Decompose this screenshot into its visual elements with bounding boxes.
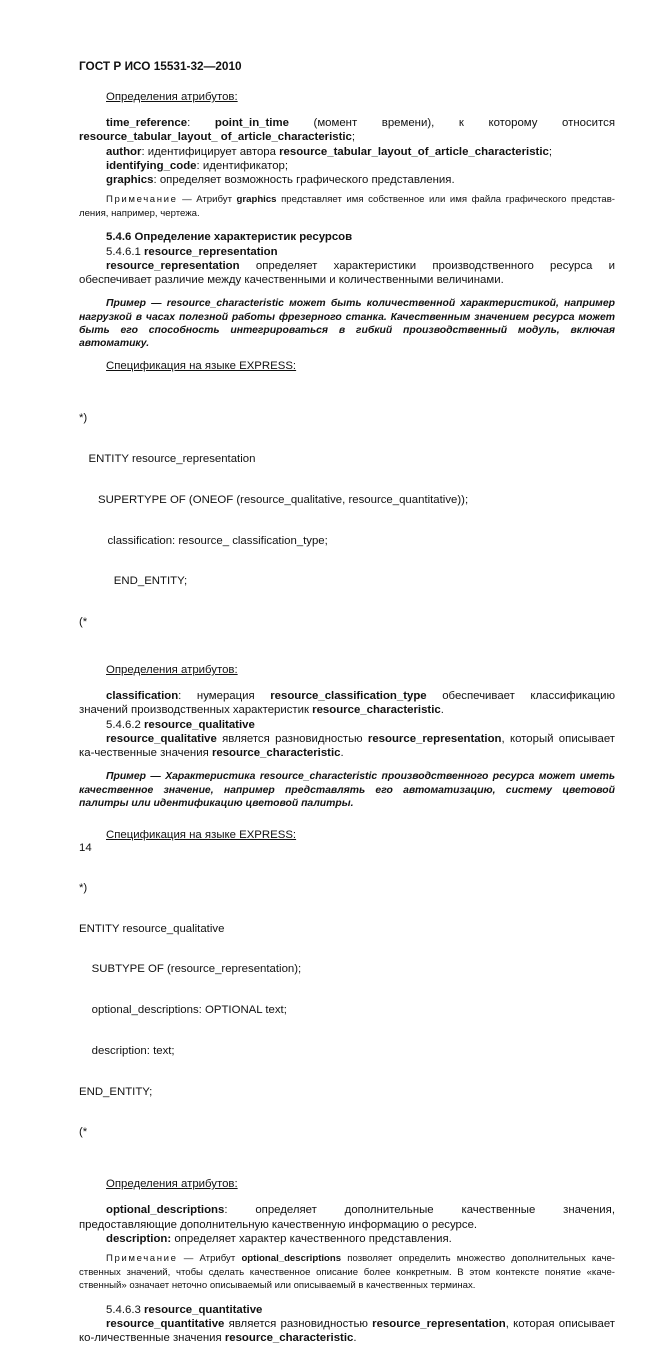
page-number: 14 <box>79 842 92 854</box>
code-line: description: text; <box>79 1044 175 1057</box>
section-5-4-6-1-title: 5.4.6.1 resource_representation <box>106 245 278 258</box>
section-5-4-6-title: 5.4.6 Определение характеристик ресурсов <box>106 231 353 244</box>
paragraph-classification: classification: нумерация resource_classification_type обеспечивает классификацию значений производственных характеристик resource_characteristic. <box>79 690 615 717</box>
code-line: END_ENTITY; <box>79 1085 153 1098</box>
express-spec-heading: Спецификация на языке EXPRESS: <box>106 829 297 842</box>
express-code-resource-representation <box>79 385 615 657</box>
code-line: END_ENTITY; <box>79 575 188 588</box>
paragraph-optional-descriptions: optional_descriptions: определяет дополнительные качественные значения, предоставляющие дополнительную качественную информацию о ресурсе. <box>79 1204 615 1231</box>
paragraph-resource-quantitative: resource_quantitative является разновидностью resource_representation, которая описывает ко-личественные значения resource_characteristic. <box>79 1318 615 1345</box>
code-line: (* <box>79 1126 88 1139</box>
paragraph-resource-representation: resource_representation определяет характеристики производственного ресурса и обеспечивает различие между качественными и количественными величинами. <box>79 259 615 287</box>
paragraph-description: description: определяет характер качественного представления. <box>106 1232 452 1245</box>
page-header-standard-id: ГОСТ Р ИСО 15531-32—2010 <box>79 59 242 73</box>
page-body <box>79 90 615 1345</box>
code-line: (* <box>79 616 88 629</box>
code-line: *) <box>79 881 88 894</box>
section-5-4-6-3-title: 5.4.6.3 resource_quantitative <box>106 1303 263 1316</box>
paragraph-graphics: graphics: определяет возможность графического представления. <box>106 174 455 187</box>
attribute-definitions-heading: Определения атрибутов: <box>106 91 238 103</box>
attribute-definitions-heading: Определения атрибутов: <box>106 1178 238 1191</box>
paragraph-time-reference: time_reference: point_in_time (момент времени), к которому относится resource_tabular_layout_ of_article_characteristic; <box>79 117 615 144</box>
example-resource-characteristic: Пример — resource_characteristic может быть количественной характеристикой, например нагрузкой в часах полезной работы фрезерного станка. Качественным значением ресурса может быть его способность интегрироваться в гибкий производственный модуль, включая автоматику. <box>79 298 615 350</box>
paragraph-author: author: идентифицирует автора resource_tabular_layout_of_article_characteristic; <box>106 145 552 158</box>
note-optional-descriptions: Примечание — Атрибут optional_descriptions позволяет определить множество дополнительных каче-ственных значений, чтобы сделать качественное описание более конкретным. В этом контексте понятие «каче-ственный» означает неточно описываемый или описываемый в качественных терминах. <box>79 1253 615 1292</box>
attribute-definitions-heading: Определения атрибутов: <box>106 663 238 676</box>
note-graphics: Примечание — Атрибут graphics представляет имя собственное или имя файла графического представ-ления, например, чертежа. <box>79 194 616 219</box>
code-line: *) <box>79 412 88 425</box>
section-5-4-6-2-title: 5.4.6.2 resource_qualitative <box>106 718 255 731</box>
code-line: ENTITY resource_representation <box>79 453 256 466</box>
code-line: classification: resource_ classification_type; <box>79 534 328 547</box>
paragraph-resource-qualitative: resource_qualitative является разновидностью resource_representation, который описывает ка-чественные значения resource_characteristic. <box>79 732 615 759</box>
code-line: ENTITY resource_qualitative <box>79 922 225 935</box>
express-code-resource-qualitative <box>79 855 615 1168</box>
code-line: SUPERTYPE OF (ONEOF (resource_qualitative, resource_quantitative)); <box>79 493 469 506</box>
example-qualitative-characteristic: Пример — Характеристика resource_characteristic производственного ресурса может иметь качественное значение, например представлять его автоматизацию, систему цветовой палитры или идентификацию цветовой палитры. <box>79 771 615 809</box>
paragraph-identifying-code: identifying_code: идентификатор; <box>106 159 289 172</box>
express-spec-heading: Спецификация на языке EXPRESS: <box>106 359 297 372</box>
code-line: optional_descriptions: OPTIONAL text; <box>79 1004 287 1017</box>
code-line: SUBTYPE OF (resource_representation); <box>79 963 302 976</box>
